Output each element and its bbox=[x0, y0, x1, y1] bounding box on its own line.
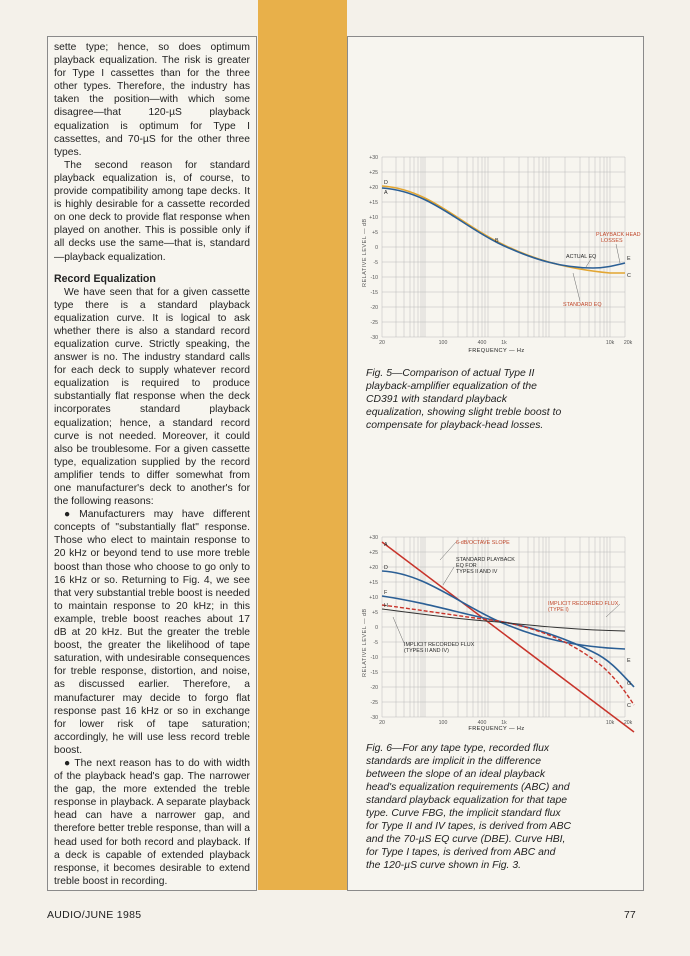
fig5-ytick: +20 bbox=[369, 185, 378, 191]
fig5-ytick: +25 bbox=[369, 170, 378, 176]
fig5-xtick: 400 bbox=[477, 340, 487, 346]
fig5-ytick: -30 bbox=[370, 335, 378, 341]
fig6-std-playback-label: STANDARD PLAYBACK bbox=[456, 557, 515, 563]
fig6-ytick: 0 bbox=[375, 625, 378, 631]
fig6-type1-curve bbox=[382, 609, 625, 631]
fig5-ylabel: RELATIVE LEVEL — dB bbox=[362, 218, 368, 287]
paragraph-1: sette type; hence, so does optimum playback equalization. The risk is greater for Type I cassettes than for the three other types. Therefore, the industry has taken the position—with which some disagree—that 120-µS playback equalization is optimum for Type I cassettes, and 70-µS for the other three types. bbox=[54, 42, 250, 158]
fig6-caption: Fig. 6—For any tape type, recorded flux standards are implicit in the difference between the slope of an ideal playback head's equalization requirements (ABC) and standard playback equalization for that tape type. Curve FBG, the implicit standard flux for Type II and IV tapes, is derived from ABC and the 70-µS EQ curve (DBE). Curve HBI, for Type I tapes, is derived from ABC and the 120-µS curve shown in Fig. 3. bbox=[366, 743, 572, 871]
fig6-label-e: E bbox=[627, 658, 631, 664]
fig5-label-d: D bbox=[384, 180, 388, 186]
fig6-label-c: C bbox=[627, 703, 631, 709]
bullet-2: ● bbox=[64, 757, 72, 769]
section-heading: Record Equalization bbox=[54, 272, 156, 285]
fig6-label-a: A bbox=[384, 542, 388, 548]
fig5-head-losses-label: LOSSES bbox=[601, 238, 623, 244]
fig5-xtick: 20 bbox=[379, 340, 385, 346]
fig5-ytick: 0 bbox=[375, 245, 378, 251]
fig6-xtick: 20 bbox=[379, 720, 385, 726]
fig6-label-g: G bbox=[627, 681, 632, 687]
fig5-grid bbox=[382, 157, 625, 337]
fig5-label-a: A bbox=[384, 190, 388, 196]
fig6-flux-type1-label: (TYPE I) bbox=[548, 607, 569, 613]
fig5-ytick: -20 bbox=[370, 305, 378, 311]
fig6-ylabel: RELATIVE LEVEL — dB bbox=[362, 608, 368, 677]
fig6-ytick: +30 bbox=[369, 535, 378, 541]
fig5-xtick: 20k bbox=[623, 340, 633, 346]
fig6-flux-type2-label: IMPLICIT RECORDED FLUX bbox=[404, 642, 475, 648]
fig5-ytick: -15 bbox=[370, 290, 378, 296]
fig6-hbi-curve bbox=[382, 605, 634, 705]
fig6-xtick: 1k bbox=[501, 720, 507, 726]
fig5-head-losses-label: PLAYBACK HEAD bbox=[596, 232, 641, 238]
fig5-standard-eq-label: STANDARD EQ bbox=[563, 302, 602, 308]
gold-band bbox=[258, 0, 347, 890]
fig5-ytick: +15 bbox=[369, 200, 378, 206]
fig6-chart bbox=[348, 527, 645, 747]
paragraph-5 bbox=[54, 757, 250, 888]
fig6-y-ticks bbox=[369, 535, 378, 721]
fig5-label-b: B bbox=[495, 238, 499, 244]
fig5-y-ticks bbox=[369, 155, 378, 341]
fig5-xtick: 1k bbox=[501, 340, 507, 346]
bullet-1: ● bbox=[64, 509, 77, 521]
fig6-label-d: D bbox=[384, 565, 388, 571]
fig6-ytick: -5 bbox=[373, 640, 378, 646]
fig6-ytick: +15 bbox=[369, 580, 378, 586]
fig6-xlabel: FREQUENCY — Hz bbox=[468, 726, 525, 732]
fig6-label-f: F bbox=[384, 590, 388, 596]
fig5-xtick: 100 bbox=[438, 340, 448, 346]
right-figure-column bbox=[347, 36, 644, 891]
fig5-actual-eq-label: ACTUAL EQ bbox=[566, 254, 597, 260]
fig6-grid bbox=[382, 537, 625, 717]
fig6-flux-type2-label: (TYPES II AND IV) bbox=[404, 648, 449, 654]
fig6-std-playback-label: TYPES II AND IV bbox=[456, 569, 498, 575]
fig6-ytick: +10 bbox=[369, 595, 378, 601]
fig6-slope-label: 6-dB/OCTAVE SLOPE bbox=[456, 540, 510, 546]
fig6-xtick: 20k bbox=[623, 720, 633, 726]
fig6-xtick: 100 bbox=[438, 720, 448, 726]
fig6-ytick: +20 bbox=[369, 565, 378, 571]
fig5-ytick: -10 bbox=[370, 275, 378, 281]
paragraph-5-text: The next reason has to do with width of the playback head's gap. The narrower the gap, the more extended the treble response in playback. A separate playback head can have a narrower gap, and therefore better treble response, than will a head used for both record and playback. If a deck is capable of extended playback response, it becomes desirable to extend treble boost in recording. bbox=[54, 757, 250, 887]
fig6-ytick: -10 bbox=[370, 655, 378, 661]
fig6-xtick: 400 bbox=[477, 720, 487, 726]
fig5-chart bbox=[348, 147, 645, 347]
paragraph-4 bbox=[54, 508, 250, 757]
fig6-ytick: +5 bbox=[372, 610, 378, 616]
fig6-label-h: H bbox=[384, 603, 388, 609]
fig5-xtick: 10k bbox=[605, 340, 615, 346]
fig6-ytick: -20 bbox=[370, 685, 378, 691]
fig6-abc-slope-line bbox=[382, 542, 634, 732]
fig5-ytick: -25 bbox=[370, 320, 378, 326]
fig6-std-playback-label: EQ FOR bbox=[456, 563, 477, 569]
fig5-ytick: +10 bbox=[369, 215, 378, 221]
fig5-label-c: C bbox=[627, 273, 631, 279]
paragraph-2: The second reason for standard playback equalization is, of course, to provide compatibility among tape decks. It is highly desirable for a cassette recorded on one deck to provide flat response when played on another. This is possible only if all decks use the same—that is, standard—playback equalization. bbox=[54, 159, 250, 263]
fig5-x-ticks bbox=[379, 340, 632, 346]
left-text-column bbox=[47, 36, 257, 891]
fig6-flux-type1-label: IMPLICIT RECORDED FLUX bbox=[548, 601, 619, 607]
fig5-ytick: -5 bbox=[373, 260, 378, 266]
fig6-ytick: -30 bbox=[370, 715, 378, 721]
fig5-xlabel: FREQUENCY — Hz bbox=[468, 348, 525, 354]
paragraph-4-text: Manufacturers may have different concepts of "substantially flat" response. Those who elect to maintain response to 20 kHz or beyond tend to use more treble boost than those who choose to go only to 16 kHz or so. Returning to Fig. 4, we see that very substantial treble boost is needed to maintain response to 20 kHz; in this example, treble boost reaches about 17 dB at 20 kHz. But the greater the treble boost, the greater the likelihood of tape saturation, with undesirable consequences for treble response, distortion, and noise, as discussed earlier. Therefore, a manufacturer may decide to forgo flat response past 16 kHz or so in exchange for lower risk of tape saturation; accordingly, he will use less record treble boost. bbox=[54, 509, 250, 756]
footer-page-number: 77 bbox=[624, 909, 636, 921]
fig6-ytick: -15 bbox=[370, 670, 378, 676]
fig5-caption: Fig. 5—Comparison of actual Type II playback-amplifier equalization of the CD391 with standard playback equalization, showing slight treble boost to compensate for playback-head losses. bbox=[366, 368, 562, 431]
footer-issue: AUDIO/JUNE 1985 bbox=[47, 909, 142, 921]
fig6-xtick: 10k bbox=[605, 720, 615, 726]
fig5-label-e: E bbox=[627, 256, 631, 262]
fig6-ytick: +25 bbox=[369, 550, 378, 556]
fig5-ytick: +5 bbox=[372, 230, 378, 236]
fig6-ytick: -25 bbox=[370, 700, 378, 706]
fig5-ytick: +30 bbox=[369, 155, 378, 161]
paragraph-3: We have seen that for a given cassette type there is a standard playback equalization curve. It is logical to ask whether there is also a standard record equalization curve. Strictly speaking, the answer is no. The industry standard calls for each deck to supply whatever record equalization is required to produce substantially flat response when the deck incorporates standard playback equalization; hence, a standard record curve is not needed. Moreover, it could also be troublesome. For a given cassette type, equalization supplied by the record amplifier tends to differ somewhat from one manufacturer's deck to another's for the following reasons: bbox=[54, 286, 250, 508]
